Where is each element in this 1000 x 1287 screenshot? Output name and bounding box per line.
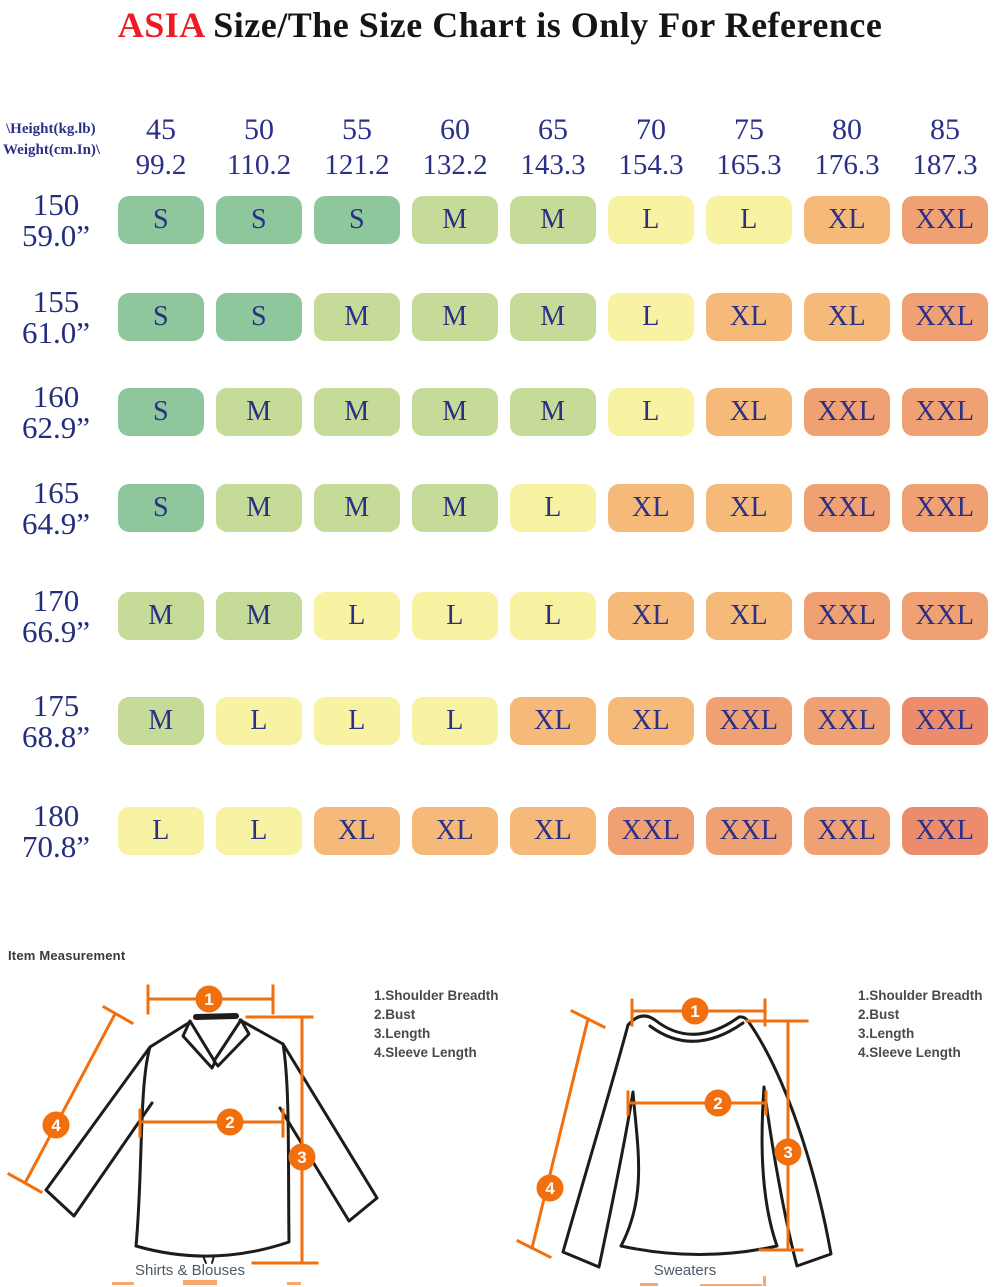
- svg-text:4: 4: [545, 1179, 555, 1198]
- size-cell-slot: [700, 807, 798, 855]
- size-cell: XXL: [902, 293, 988, 341]
- size-cell-slot: [700, 697, 798, 745]
- marker-3: [289, 1144, 316, 1171]
- height-cm: 160: [32, 379, 80, 414]
- marker-1: [196, 986, 223, 1013]
- row-height-label: [0, 284, 112, 350]
- size-cell-slot: [896, 807, 994, 855]
- svg-text:2: 2: [225, 1113, 235, 1132]
- column-weight-kg: 60: [440, 113, 470, 146]
- size-cell: M: [314, 293, 400, 341]
- size-cell: L: [314, 697, 400, 745]
- size-cell-slot: [112, 293, 210, 341]
- size-cell-slot: [504, 388, 602, 436]
- size-cell-slot: [406, 484, 504, 532]
- column-weight-kg: 50: [244, 113, 274, 146]
- column-weight-lb: 165.3: [716, 149, 782, 181]
- size-cell-slot: [210, 592, 308, 640]
- size-cell-slot: [602, 807, 700, 855]
- size-cell: M: [118, 592, 204, 640]
- size-cell: M: [216, 484, 302, 532]
- size-cell: M: [510, 196, 596, 244]
- marker-3: [775, 1139, 802, 1166]
- column-weight-kg: 70: [636, 113, 666, 146]
- height-cm: 150: [32, 187, 80, 222]
- size-cell-slot: [896, 196, 994, 244]
- size-cell: XL: [706, 388, 792, 436]
- size-cell-slot: [210, 293, 308, 341]
- legend-line: 4.Sleeve Length: [374, 1045, 477, 1060]
- height-cm: 155: [32, 284, 80, 319]
- size-cell-slot: [798, 388, 896, 436]
- legend-line: 3.Length: [858, 1026, 915, 1041]
- size-cell: M: [118, 697, 204, 745]
- size-cell: XL: [804, 293, 890, 341]
- size-cell: L: [510, 592, 596, 640]
- size-cell: XXL: [706, 697, 792, 745]
- column-weight-kg: 55: [342, 113, 372, 146]
- size-cell: M: [412, 388, 498, 436]
- column-weight-lb: 99.2: [135, 149, 187, 181]
- size-cell: XXL: [804, 807, 890, 855]
- height-cm: 175: [32, 688, 80, 723]
- size-cell: L: [608, 293, 694, 341]
- height-in: 70.8”: [21, 829, 90, 864]
- size-cell-slot: [504, 484, 602, 532]
- size-cell-slot: [896, 697, 994, 745]
- row-height-label: [0, 583, 112, 649]
- size-cell: L: [412, 592, 498, 640]
- length-line: [747, 1021, 807, 1250]
- legend-line: 2.Bust: [858, 1007, 900, 1022]
- size-cell: XL: [412, 807, 498, 855]
- length-line: [247, 1017, 317, 1263]
- shirt-measure-lines: [9, 986, 317, 1264]
- size-cell: M: [412, 196, 498, 244]
- size-cell-slot: [112, 592, 210, 640]
- size-cell: XXL: [902, 807, 988, 855]
- table-row: [0, 284, 1000, 350]
- size-cell-slot: [406, 807, 504, 855]
- size-cell: M: [412, 484, 498, 532]
- size-cell: L: [608, 196, 694, 244]
- size-cell: L: [216, 697, 302, 745]
- size-cell: XXL: [902, 484, 988, 532]
- table-row: [0, 688, 1000, 754]
- size-cell-slot: [210, 807, 308, 855]
- row-height-label: [0, 475, 112, 541]
- height-cm: 170: [32, 583, 80, 618]
- size-cell: XL: [314, 807, 400, 855]
- size-cell: L: [706, 196, 792, 244]
- bust-line: [140, 1110, 283, 1136]
- size-cell-slot: [798, 807, 896, 855]
- size-cell: L: [216, 807, 302, 855]
- column-weight-lb: 176.3: [814, 149, 880, 181]
- height-cm: 165: [32, 475, 80, 510]
- size-cell-slot: [210, 484, 308, 532]
- height-in: 61.0”: [21, 315, 90, 350]
- row-height-label: [0, 187, 112, 253]
- size-cell-slot: [896, 388, 994, 436]
- size-cell-slot: [406, 293, 504, 341]
- column-weight-lb: 121.2: [324, 149, 390, 181]
- size-cell: XL: [608, 592, 694, 640]
- size-cell-slot: [896, 592, 994, 640]
- corner-height-label: \Height(kg.lb): [6, 121, 96, 137]
- size-cell: S: [118, 293, 204, 341]
- size-cell: XXL: [804, 484, 890, 532]
- size-cell-slot: [406, 388, 504, 436]
- size-cell-slot: [798, 293, 896, 341]
- size-cell-slot: [210, 697, 308, 745]
- column-weight-lb: 132.2: [422, 149, 488, 181]
- size-cell-slot: [700, 388, 798, 436]
- size-cell-slot: [308, 388, 406, 436]
- size-cell-slot: [308, 807, 406, 855]
- row-height-label: [0, 379, 112, 445]
- size-cell-slot: [112, 196, 210, 244]
- size-cell: XL: [608, 697, 694, 745]
- size-cell: S: [118, 484, 204, 532]
- size-cell: XXL: [902, 697, 988, 745]
- size-cell: XL: [510, 697, 596, 745]
- table-row: [0, 583, 1000, 649]
- size-cell-slot: [504, 807, 602, 855]
- size-cell: M: [216, 388, 302, 436]
- size-cell: XXL: [608, 807, 694, 855]
- sleeve-line: [518, 1011, 604, 1257]
- height-in: 59.0”: [21, 218, 90, 253]
- column-weight-kg: 45: [146, 113, 176, 146]
- corner-weight-label: Weight(cm.In)\: [3, 142, 101, 158]
- size-cell-slot: [504, 592, 602, 640]
- size-cell: XXL: [804, 697, 890, 745]
- size-cell: XL: [510, 807, 596, 855]
- column-weight-kg: 85: [930, 113, 960, 146]
- table-row: [0, 187, 1000, 253]
- size-cell-slot: [700, 196, 798, 244]
- page-title-highlight: ASIA: [117, 5, 204, 45]
- legend-line: 3.Length: [374, 1026, 431, 1041]
- table-row: [0, 475, 1000, 541]
- size-cell-slot: [112, 484, 210, 532]
- legend-line: 4.Sleeve Length: [858, 1045, 961, 1060]
- size-cell: XXL: [902, 592, 988, 640]
- table-row: [0, 798, 1000, 864]
- size-cell: M: [412, 293, 498, 341]
- item-measurement-heading: Item Measurement: [8, 948, 126, 963]
- page-title-rest: Size/The Size Chart is Only For Reference: [203, 5, 883, 45]
- size-cell-slot: [700, 484, 798, 532]
- column-weight-lb: 110.2: [226, 149, 292, 181]
- size-cell-slot: [700, 293, 798, 341]
- size-cell-slot: [210, 388, 308, 436]
- row-height-label: [0, 688, 112, 754]
- size-cell: XL: [608, 484, 694, 532]
- size-cell: XXL: [804, 592, 890, 640]
- size-cell-slot: [308, 196, 406, 244]
- marker-2: [217, 1109, 244, 1136]
- size-cell: L: [412, 697, 498, 745]
- height-in: 68.8”: [21, 719, 90, 754]
- marker-4: [537, 1175, 564, 1202]
- size-cell: S: [314, 196, 400, 244]
- shirts-blouses-label: Shirts & Blouses: [134, 1262, 246, 1279]
- size-cell-slot: [406, 592, 504, 640]
- svg-text:4: 4: [51, 1116, 61, 1135]
- size-cell-slot: [798, 592, 896, 640]
- sweater-diagram: [500, 960, 1000, 1287]
- sweaters-label: Sweaters: [653, 1262, 717, 1279]
- size-cell: L: [510, 484, 596, 532]
- size-cell: M: [510, 293, 596, 341]
- size-cell-slot: [602, 196, 700, 244]
- size-cell-slot: [798, 196, 896, 244]
- size-cell-slot: [602, 293, 700, 341]
- size-cell-slot: [602, 388, 700, 436]
- size-cell-slot: [504, 293, 602, 341]
- row-height-label: [0, 798, 112, 864]
- size-cell-slot: [112, 388, 210, 436]
- size-cell: S: [216, 196, 302, 244]
- column-weight-lb: 187.3: [912, 149, 978, 181]
- page-title: [0, 2, 1000, 48]
- legend-line: 1.Shoulder Breadth: [374, 988, 499, 1003]
- size-cell: XXL: [902, 196, 988, 244]
- size-cell-slot: [504, 196, 602, 244]
- size-cell-slot: [308, 697, 406, 745]
- shirt-diagram: [0, 960, 500, 1287]
- size-cell: S: [118, 388, 204, 436]
- size-cell-slot: [602, 484, 700, 532]
- size-cell-slot: [406, 196, 504, 244]
- size-cell-slot: [798, 484, 896, 532]
- size-cell: M: [314, 484, 400, 532]
- size-cell: L: [118, 807, 204, 855]
- marker-4: [43, 1112, 70, 1139]
- marker-2: [705, 1090, 732, 1117]
- size-cell: XL: [706, 592, 792, 640]
- svg-text:3: 3: [297, 1148, 307, 1167]
- legend-line: 1.Shoulder Breadth: [858, 988, 983, 1003]
- size-cell-slot: [798, 697, 896, 745]
- column-weight-kg: 80: [832, 113, 862, 146]
- height-cm: 180: [32, 798, 80, 833]
- size-cell-slot: [406, 697, 504, 745]
- table-rows: [0, 105, 1000, 875]
- size-cell: L: [314, 592, 400, 640]
- size-cell: M: [216, 592, 302, 640]
- size-cell-slot: [112, 807, 210, 855]
- size-cell-slot: [308, 592, 406, 640]
- size-cell-slot: [700, 592, 798, 640]
- height-in: 62.9”: [21, 410, 90, 445]
- svg-text:2: 2: [713, 1094, 723, 1113]
- size-cell: XL: [706, 293, 792, 341]
- column-weight-kg: 65: [538, 113, 568, 146]
- marker-1: [682, 998, 709, 1025]
- height-in: 66.9”: [21, 614, 90, 649]
- svg-text:3: 3: [783, 1143, 793, 1162]
- size-cell-slot: [896, 484, 994, 532]
- size-cell-slot: [210, 196, 308, 244]
- size-cell: S: [118, 196, 204, 244]
- size-cell: XXL: [706, 807, 792, 855]
- column-weight-lb: 143.3: [520, 149, 586, 181]
- legend-line: 2.Bust: [374, 1007, 416, 1022]
- size-cell-slot: [308, 484, 406, 532]
- size-cell-slot: [602, 697, 700, 745]
- height-in: 64.9”: [21, 506, 90, 541]
- size-cell-slot: [602, 592, 700, 640]
- table-row: [0, 379, 1000, 445]
- svg-text:1: 1: [204, 990, 214, 1009]
- size-cell: L: [608, 388, 694, 436]
- column-weight-lb: 154.3: [618, 149, 684, 181]
- size-cell-slot: [896, 293, 994, 341]
- bust-line: [628, 1092, 766, 1114]
- size-cell: M: [314, 388, 400, 436]
- size-cell: XL: [706, 484, 792, 532]
- size-cell-slot: [112, 697, 210, 745]
- svg-text:1: 1: [690, 1002, 700, 1021]
- size-cell: M: [510, 388, 596, 436]
- size-cell: XL: [804, 196, 890, 244]
- size-cell: XXL: [902, 388, 988, 436]
- cropped-bottom-fragments: [112, 1280, 301, 1285]
- size-cell: XXL: [804, 388, 890, 436]
- size-chart-table: [0, 105, 1000, 875]
- column-weight-kg: 75: [734, 113, 764, 146]
- size-cell-slot: [308, 293, 406, 341]
- size-cell: S: [216, 293, 302, 341]
- size-cell-slot: [504, 697, 602, 745]
